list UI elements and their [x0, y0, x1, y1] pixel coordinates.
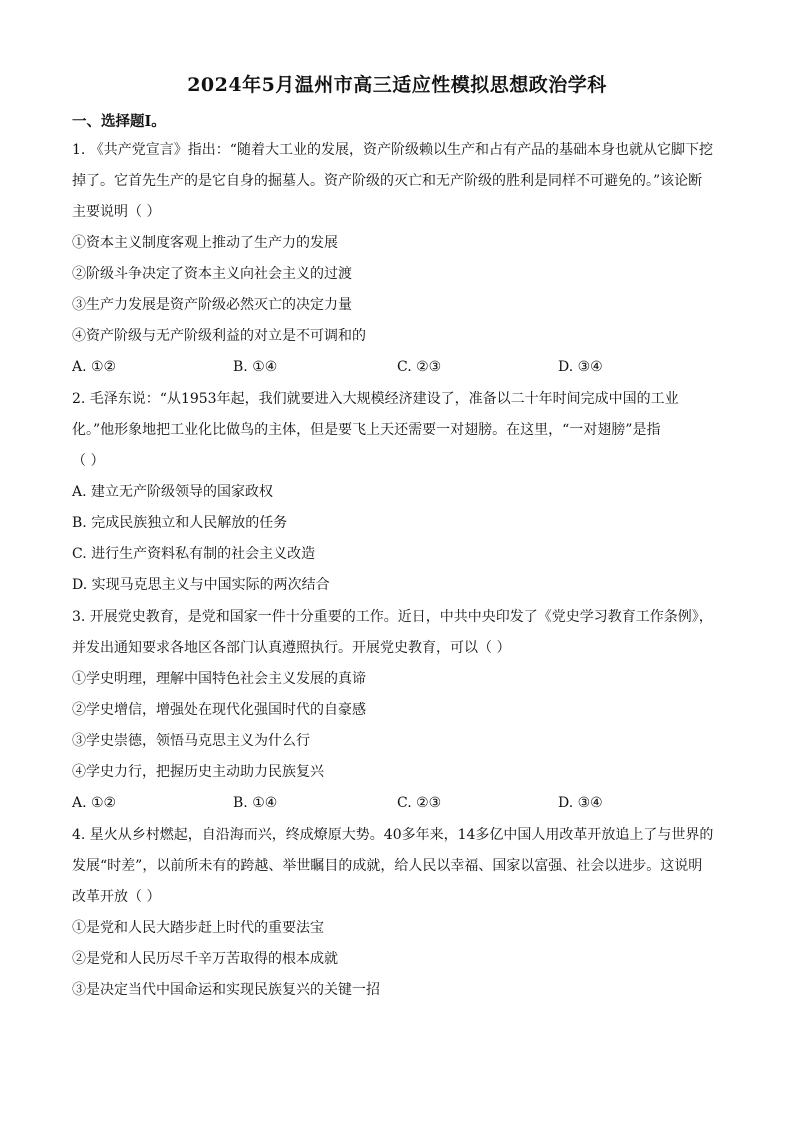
q3-stem-line-2: 并发出通知要求各地区各部门认真遵照执行。开展党史教育，可以（ ）: [72, 640, 511, 656]
q2-option-b: B. 完成民族独立和人民解放的任务: [72, 515, 288, 531]
q1-option-a: A. ①②: [72, 359, 117, 375]
q4-item-3: ③是决定当代中国命运和实现民族复兴的关键一招: [72, 982, 380, 998]
section-heading: 一、选择题Ⅰ。: [72, 113, 166, 130]
q2-stem-line-2: 化。”他形象地把工业化比做鸟的主体，但是要飞上天还需要一对翅膀。在这里，“一对翅膀”是指: [72, 422, 661, 438]
q1-stem-line-1: 1. 《共产党宣言》指出：“随着大工业的发展，资产阶级赖以生产和占有产品的基础本身也就从它脚下挖: [72, 142, 713, 158]
q1-stem-line-2: 掉了。它首先生产的是它自身的掘墓人。资产阶级的灭亡和无产阶级的胜利是同样不可避免的。”该论断: [72, 173, 703, 189]
q4-item-1: ①是党和人民大踏步赶上时代的重要法宝: [72, 920, 324, 936]
q4-stem-line-3: 改革开放（ ）: [72, 889, 161, 905]
q1-item-2: ②阶级斗争决定了资本主义向社会主义的过渡: [72, 266, 352, 282]
q1-item-3: ③生产力发展是资产阶级必然灭亡的决定力量: [72, 297, 352, 313]
q4-stem-line-1: 4. 星火从乡村燃起，自沿海而兴，终成燎原大势。40多年来，14多亿中国人用改革开放追上了与世界的: [72, 827, 714, 843]
q2-stem-line-3: （ ）: [72, 453, 105, 469]
q4-item-2: ②是党和人民历尽千辛万苦取得的根本成就: [72, 951, 338, 967]
q1-item-4: ④资产阶级与无产阶级利益的对立是不可调和的: [72, 328, 366, 344]
q2-option-d: D. 实现马克思主义与中国实际的两次结合: [72, 577, 330, 593]
q2-option-a: A. 建立无产阶级领导的国家政权: [72, 484, 274, 500]
q3-item-4: ④学史力行，把握历史主动助力民族复兴: [72, 764, 324, 780]
q3-stem-line-1: 3. 开展党史教育，是党和国家一件十分重要的工作。近日，中共中央印发了《党史学习教育工作条例》，: [72, 609, 713, 625]
q3-option-d: D. ③④: [558, 795, 603, 811]
page-title: 2024年5月温州市高三适应性模拟思想政治学科: [187, 74, 607, 96]
q2-stem-line-1: 2. 毛泽东说：“从1953年起，我们就要进入大规模经济建设了，准备以二十年时间完成中国的工业: [72, 391, 679, 407]
q1-item-1: ①资本主义制度客观上推动了生产力的发展: [72, 235, 338, 251]
q3-item-1: ①学史明理，理解中国特色社会主义发展的真谛: [72, 671, 366, 687]
q3-item-2: ②学史增信，增强处在现代化强国时代的自豪感: [72, 702, 366, 718]
q3-option-c: C. ②③: [397, 795, 442, 811]
q1-option-b: B. ①④: [233, 359, 278, 375]
q1-option-c: C. ②③: [397, 359, 442, 375]
q4-stem-line-2: 发展“时差”，以前所未有的跨越、举世瞩目的成就，给人民以幸福、国家以富强、社会以进步。这说明: [72, 858, 703, 874]
q3-option-b: B. ①④: [233, 795, 278, 811]
q3-option-a: A. ①②: [72, 795, 117, 811]
q2-option-c: C. 进行生产资料私有制的社会主义改造: [72, 546, 316, 562]
q1-option-d: D. ③④: [558, 359, 603, 375]
q3-item-3: ③学史崇德，领悟马克思主义为什么行: [72, 733, 310, 749]
q1-stem-line-3: 主要说明（ ）: [72, 204, 161, 220]
